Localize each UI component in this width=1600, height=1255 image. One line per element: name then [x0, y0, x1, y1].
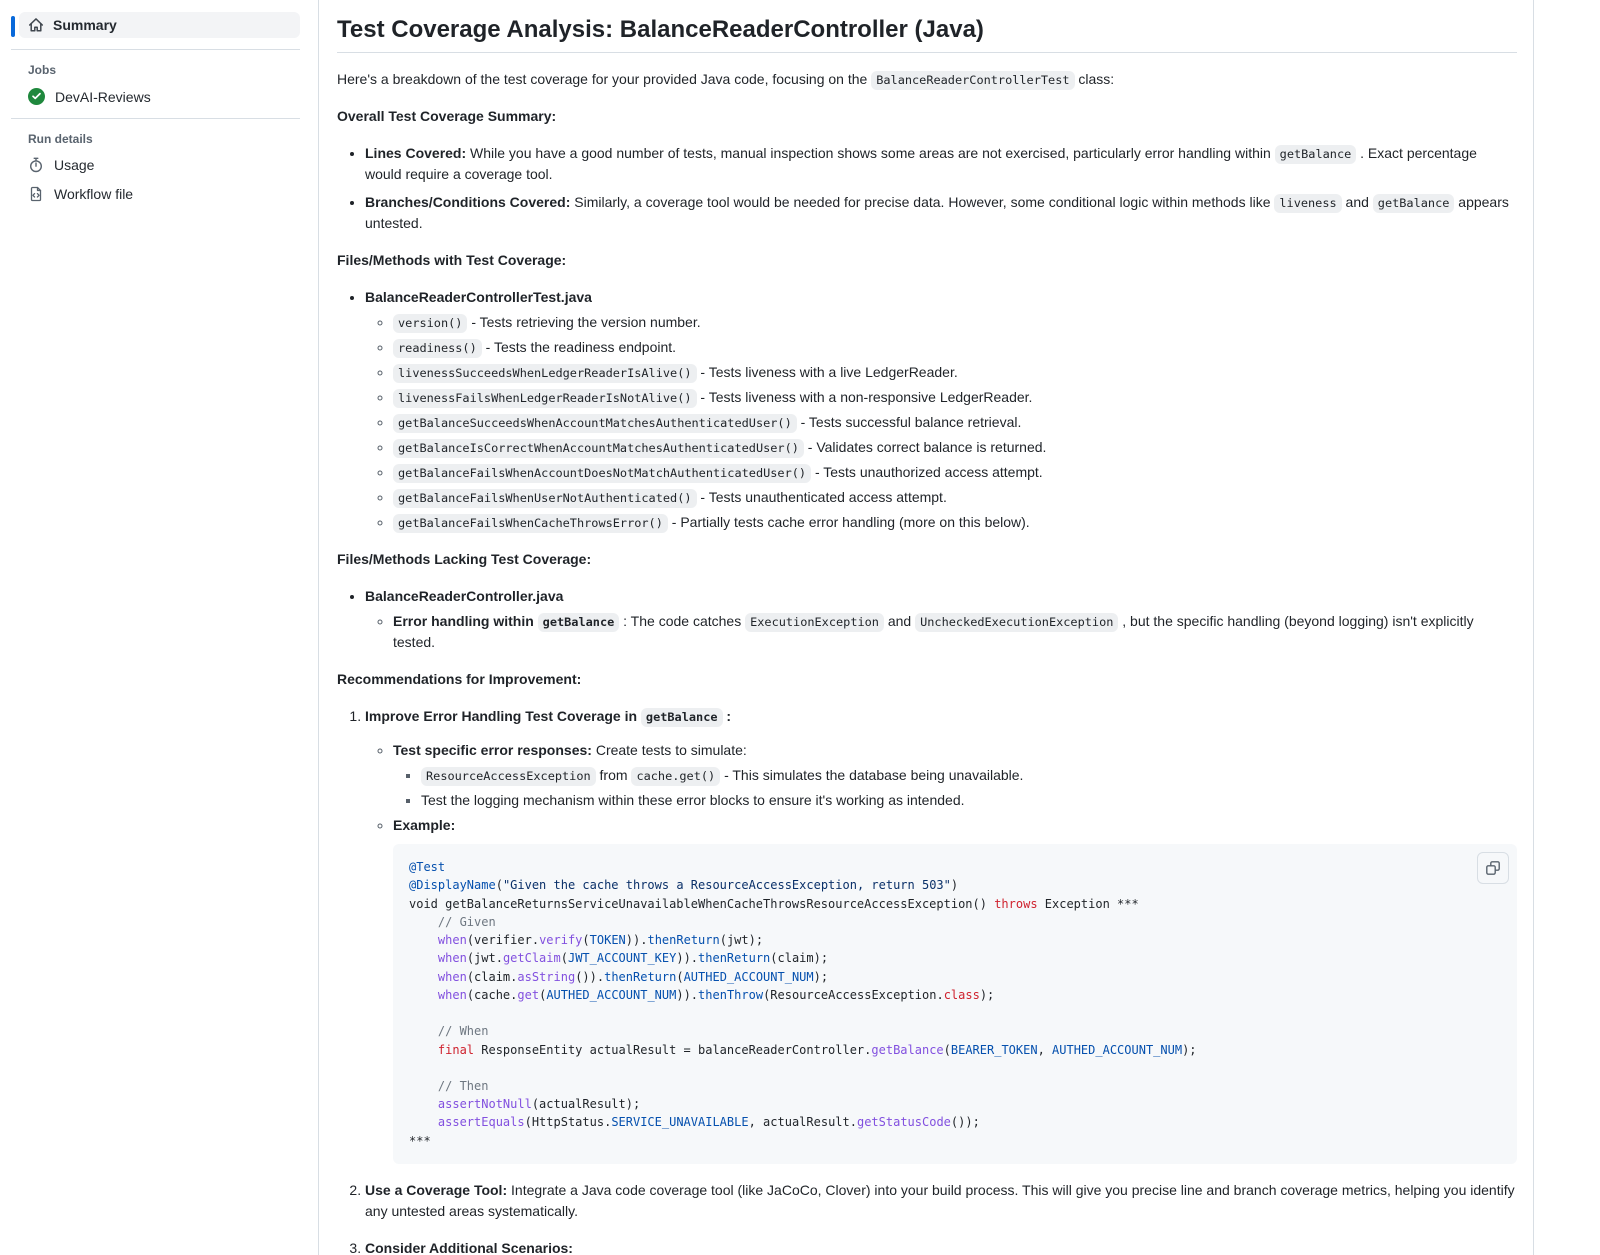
main-content [319, 0, 1534, 1255]
code-pre: @Test @DisplayName("Given the cache throws a ResourceAccessException, return 503") void getBalanceReturnsServiceUnavailableWhenCacheThrowsResourceAccessException() throws Exception *** // Given when(verifier.verify(TOKEN)).thenReturn(jwt); when(jwt.getClaim(JWT_ACCOUNT_KEY)).thenReturn(claim); when(claim.asString()).thenReturn(AUTHED_ACCOUNT_NUM); when(cache.get(AUTHED_ACCOUNT_NUM)).thenThrow(ResourceAccessException.class); // When final ResponseEntity actualResult = balanceReaderController.getBalance(BEARER_TOKEN, AUTHED_ACCOUNT_NUM); // Then assertNotNull(actualResult); assertEquals(HttpStatus.SERVICE_UNAVAILABLE, actualResult.getStatusCode()); *** [409, 860, 1197, 1148]
sidebar-item-workflow-file[interactable] [28, 186, 300, 202]
list-item [393, 815, 1517, 1164]
list-item: ◦ getBalanceFailsWhenUserNotAuthenticated() - Tests unauthenticated access attempt. [393, 487, 1517, 508]
inline-code: ExecutionException [745, 613, 884, 632]
inline-code: livenessSucceedsWhenLedgerReaderIsAlive() [393, 364, 697, 383]
paragraph [337, 106, 1517, 127]
bold-text: Lines Covered: [365, 145, 467, 162]
job-label: DevAI-Reviews [55, 88, 151, 105]
home-icon [28, 17, 44, 33]
file-code-icon [28, 186, 44, 202]
paragraph [337, 250, 1517, 271]
bold-text: Consider Additional Scenarios: [365, 1239, 573, 1255]
bullet-list [393, 765, 1517, 811]
inline-code: getBalance [538, 613, 620, 632]
paragraph: Here's a breakdown of the test coverage for your provided Java code, focusing on the BalanceReaderControllerTest class: [337, 69, 1517, 90]
stopwatch-icon [28, 157, 44, 173]
code-block [393, 844, 1517, 1164]
inline-code: version() [393, 314, 467, 333]
bold-text: Example: [393, 817, 456, 834]
page-title: Test Coverage Analysis: BalanceReaderController (Java) [337, 14, 1517, 53]
sidebar [0, 0, 319, 1255]
list-item: ▪ Test the logging mechanism within these error blocks to ensure it's working as intended. [421, 790, 1517, 811]
copy-icon [1485, 860, 1501, 876]
list-item: ◦ getBalanceIsCorrectWhenAccountMatchesAuthenticatedUser() - Validates correct balance is returned. [393, 437, 1517, 458]
jobs-section-heading: Jobs [28, 63, 57, 77]
inline-code: cache.get() [631, 767, 720, 786]
bold-text: Improve Error Handling Test Coverage in [365, 708, 641, 725]
bold-text: Branches/Conditions Covered: [365, 194, 571, 211]
list-item [365, 1238, 1517, 1255]
inline-code: liveness [1274, 194, 1341, 213]
bullet-list [337, 586, 1517, 653]
list-item: • Branches/Conditions Covered: Similarly, a coverage tool would be needed for precise data. However, some conditional logic within methods like liveness and getBalance appears untested. [365, 192, 1517, 234]
list-item: ◦ getBalanceFailsWhenCacheThrowsError() - Partially tests cache error handling (more on this below). [393, 512, 1517, 533]
list-item [365, 287, 1517, 533]
list-item: ◦ getBalanceFailsWhenAccountDoesNotMatchAuthenticatedUser() - Tests unauthorized access attempt. [393, 462, 1517, 483]
bold-text: Error handling within [393, 613, 538, 630]
run-detail-label: Usage [54, 157, 95, 173]
bullet-list [365, 312, 1517, 533]
active-indicator [11, 16, 15, 37]
list-item: ◦ getBalanceSucceedsWhenAccountMatchesAuthenticatedUser() - Tests successful balance retrieval. [393, 412, 1517, 433]
inline-code: getBalance [1275, 145, 1357, 164]
paragraph [337, 549, 1517, 570]
bullet-list [365, 740, 1517, 1164]
bold-text: Use a Coverage Tool: [365, 1181, 508, 1198]
bold-text: Test specific error responses: [393, 742, 592, 759]
inline-code: ResourceAccessException [421, 767, 596, 786]
inline-code: getBalance [1373, 194, 1455, 213]
list-item: ◦ readiness() - Tests the readiness endpoint. [393, 337, 1517, 358]
list-item: ◦ Test specific error responses: Create tests to simulate: ▪ ResourceAccessException from cache.get() - This simulates the database being unavailable. ▪ Test the logging mechanism within these error blocks to ensure it's working as intended. [393, 740, 1517, 811]
sidebar-item-usage[interactable] [28, 157, 300, 173]
run-detail-label: Workflow file [54, 186, 134, 202]
sidebar-item-summary[interactable] [19, 12, 300, 38]
inline-code: livenessFailsWhenLedgerReaderIsNotAlive() [393, 389, 697, 408]
inline-code: getBalanceFailsWhenCacheThrowsError() [393, 514, 668, 533]
inline-code: readiness() [393, 339, 482, 358]
check-circle-icon [28, 88, 45, 105]
list-item: ◦ livenessFailsWhenLedgerReaderIsNotAlive() - Tests liveness with a non-responsive LedgerReader. [393, 387, 1517, 408]
copy-button[interactable] [1477, 852, 1509, 884]
list-item: 2. Use a Coverage Tool: Integrate a Java code coverage tool (like JaCoCo, Clover) into your build process. This will give you precise line and branch coverage metrics, helping you identify any untested areas systematically. [365, 1180, 1517, 1222]
bold-text: Files/Methods with Test Coverage: [337, 252, 567, 269]
list-item: ◦ version() - Tests retrieving the version number. [393, 312, 1517, 333]
bold-text: Recommendations for Improvement: [337, 671, 582, 688]
bullet-list [337, 287, 1517, 533]
inline-code: getBalanceSucceedsWhenAccountMatchesAuthenticatedUser() [393, 414, 797, 433]
bold-text: : [722, 708, 732, 725]
inline-code: UncheckedExecutionException [915, 613, 1118, 632]
inline-code: getBalanceFailsWhenUserNotAuthenticated() [393, 489, 697, 508]
markdown-body [337, 69, 1517, 1255]
bold-text: BalanceReaderControllerTest.java [365, 289, 592, 306]
list-item: ▪ ResourceAccessException from cache.get() - This simulates the database being unavailable. [421, 765, 1517, 786]
sidebar-item-label: Summary [53, 17, 117, 33]
bold-text: BalanceReaderController.java [365, 588, 564, 605]
sidebar-item-job-devai-reviews[interactable] [28, 88, 300, 105]
sidebar-divider [11, 49, 300, 50]
inline-code: getBalanceFailsWhenAccountDoesNotMatchAuthenticatedUser() [393, 464, 811, 483]
bold-text: Files/Methods Lacking Test Coverage: [337, 551, 592, 568]
paragraph [337, 669, 1517, 690]
list-item: ◦ Error handling within getBalance : The code catches ExecutionException and UncheckedExecutionException , but the specific handling (beyond logging) isn't explicitly tested. [393, 611, 1517, 653]
run-details-section-heading: Run details [28, 132, 93, 146]
sidebar-divider [11, 118, 300, 119]
bullet-list [337, 143, 1517, 234]
right-gutter [1534, 0, 1600, 1255]
bullet-list [365, 611, 1517, 653]
inline-code: BalanceReaderControllerTest [871, 71, 1074, 90]
ordered-list [337, 706, 1517, 1255]
list-item: • Lines Covered: While you have a good number of tests, manual inspection shows some areas are not exercised, particularly error handling within getBalance . Exact percentage would require a coverage tool. [365, 143, 1517, 185]
inline-code: getBalance [641, 708, 723, 727]
list-item [365, 706, 1517, 1164]
list-item: ◦ livenessSucceedsWhenLedgerReaderIsAlive() - Tests liveness with a live LedgerReader. [393, 362, 1517, 383]
bold-text: Overall Test Coverage Summary: [337, 108, 557, 125]
list-item [365, 586, 1517, 653]
inline-code: getBalanceIsCorrectWhenAccountMatchesAuthenticatedUser() [393, 439, 804, 458]
